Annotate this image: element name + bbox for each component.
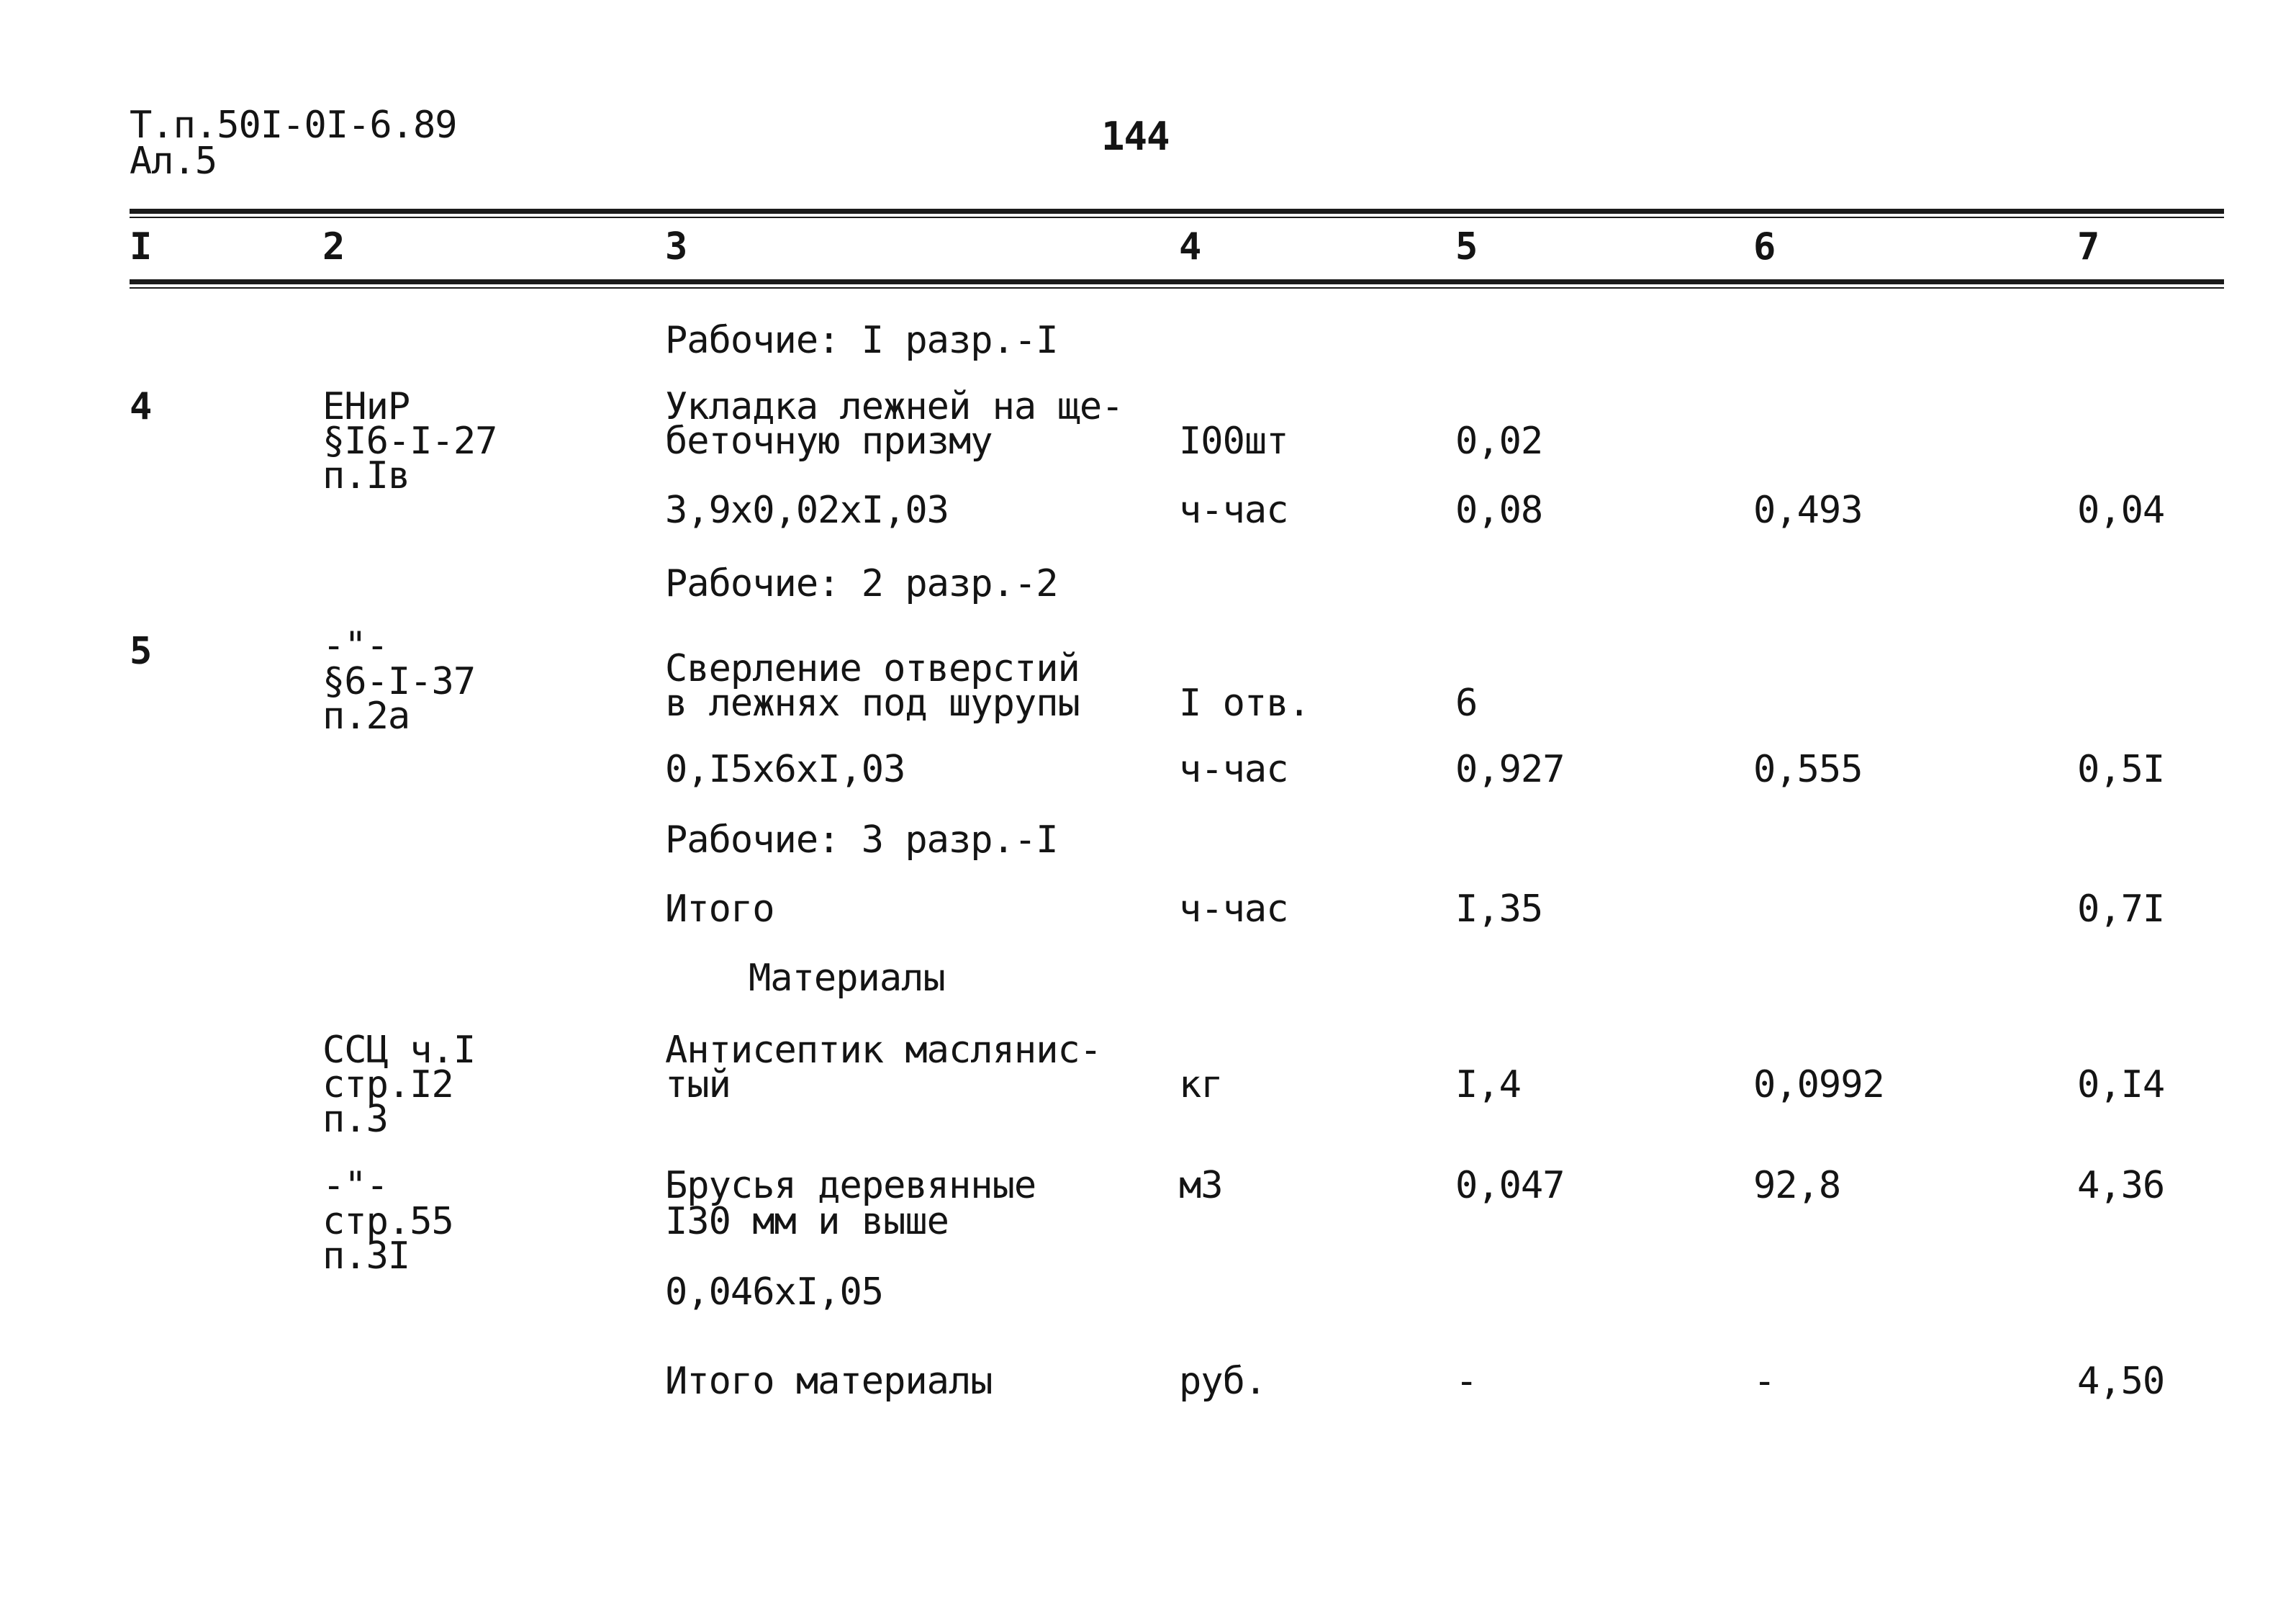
page-number: 144 [1101,114,1170,159]
norm-source-line3: п.2а [322,695,410,738]
unit-cell: кг [1179,1063,1223,1106]
material-name-line2: тый [665,1063,731,1106]
price-source-line2: стр.55 [322,1200,453,1243]
unit-cell: ч-час [1179,888,1288,931]
norm-source-line1: ЕНиР [322,385,410,428]
rate-cell: 0,555 [1753,748,1863,791]
norm-source-line2: §I6-I-27 [322,420,497,463]
rate-cell: - [1753,1360,1776,1403]
rate-cell: 92,8 [1753,1164,1841,1207]
cost-cell: 0,04 [2077,489,2165,532]
column-header-1: I [130,225,152,268]
price-source-line2: стр.I2 [322,1063,453,1106]
rate-cell: 0,493 [1753,489,1863,532]
rate-cell: 0,0992 [1753,1063,1884,1106]
price-source-line3: п.3I [322,1234,410,1278]
norm-source-line2: §6-I-37 [322,660,476,703]
work-description-line1: Сверление отверстий [665,647,1080,690]
workers-category-2: Рабочие: 2 разр.-2 [665,562,1058,605]
column-header-2: 2 [322,225,345,268]
labor-total-label: Итого [665,888,774,931]
price-source-line3: п.3 [322,1098,388,1141]
unit-cell: ч-час [1179,489,1288,532]
unit-cell: ч-час [1179,748,1288,791]
item-number-4: 4 [130,385,152,428]
cost-cell: 0,5I [2077,748,2165,791]
labor-total-cost: 0,7I [2077,888,2165,931]
material-name-line1: Антисептик маслянис- [665,1029,1102,1072]
unit-cell: руб. [1179,1360,1267,1403]
materials-total-cost: 4,50 [2077,1360,2165,1403]
cost-cell: 4,36 [2077,1164,2165,1207]
unit-cell: м3 [1179,1164,1223,1207]
cost-cell: 0,I4 [2077,1063,2165,1106]
album-number: Ал.5 [130,140,217,183]
norm-source-line1: -"- [322,624,388,667]
workers-category-3: Рабочие: 3 разр.-I [665,818,1058,862]
column-header-4: 4 [1179,225,1201,268]
calculation-formula: 0,046хI,05 [665,1270,884,1314]
work-description-line2: беточную призму [665,420,993,463]
materials-section-title: Материалы [749,957,945,1000]
quantity-cell: I,4 [1455,1063,1521,1106]
document-code: Т.п.50I-0I-6.89 [130,104,457,147]
quantity-cell: - [1455,1360,1478,1403]
unit-cell: I отв. [1179,682,1310,725]
column-header-5: 5 [1455,225,1478,268]
materials-total-label: Итого материалы [665,1360,993,1403]
quantity-cell: 6 [1455,682,1478,725]
calculation-formula: 3,9х0,02хI,03 [665,489,949,532]
work-description-line1: Укладка лежней на ще- [665,385,1124,428]
table-top-rule [130,209,2224,218]
quantity-cell: 0,047 [1455,1164,1565,1207]
material-name-line2: I30 мм и выше [665,1200,949,1243]
unit-cell: I00шт [1179,420,1288,463]
column-header-3: 3 [665,225,687,268]
quantity-cell: 0,08 [1455,489,1543,532]
item-number-5: 5 [130,630,152,673]
column-header-6: 6 [1753,225,1776,268]
quantity-cell: 0,02 [1455,420,1543,463]
quantity-cell: 0,927 [1455,748,1565,791]
price-source-line1: ССЦ ч.I [322,1029,476,1072]
material-name-line1: Брусья деревянные [665,1164,1036,1207]
labor-total-hours: I,35 [1455,888,1543,931]
workers-category-1: Рабочие: I разр.-I [665,319,1058,362]
table-header-rule [130,279,2224,289]
work-description-line2: в лежнях под шурупы [665,682,1080,725]
calculation-formula: 0,I5х6хI,03 [665,748,905,791]
column-header-7: 7 [2077,225,2100,268]
norm-source-line3: п.Iв [322,454,410,497]
price-source-line1: -"- [322,1164,388,1207]
